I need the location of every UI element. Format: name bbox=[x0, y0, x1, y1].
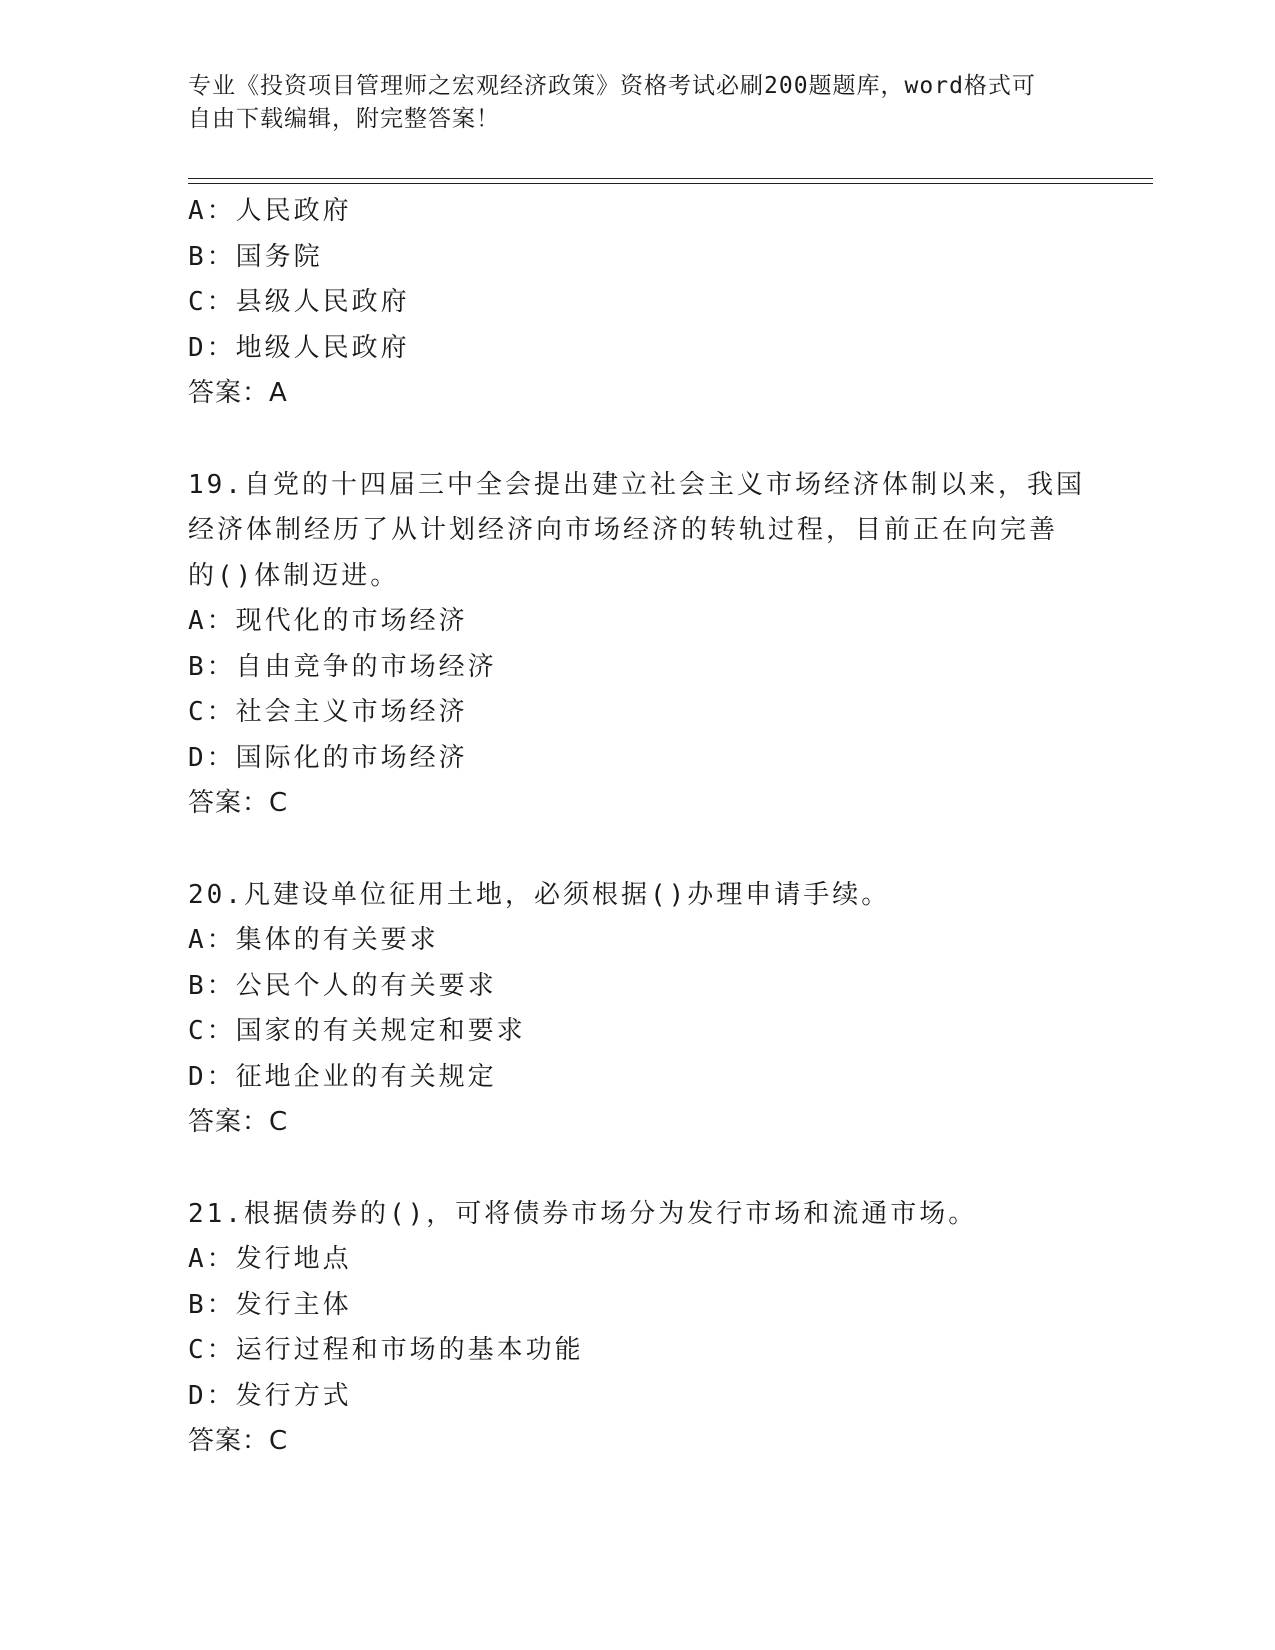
spacer bbox=[188, 1146, 1078, 1192]
header-divider-top bbox=[188, 178, 1153, 179]
question-18-continued bbox=[188, 189, 1078, 417]
option-b: B：自由竞争的市场经济 bbox=[188, 651, 497, 682]
question-list bbox=[188, 189, 1085, 1465]
option-d: D：发行方式 bbox=[188, 1380, 352, 1411]
header-divider-bottom bbox=[188, 183, 1153, 184]
option-d: D：地级人民政府 bbox=[188, 332, 410, 363]
answer: 答案：C bbox=[188, 1107, 289, 1137]
option-c: C：运行过程和市场的基本功能 bbox=[188, 1335, 584, 1365]
question-stem-line: 经济体制经历了从计划经济向市场经济的转轨过程，目前正在向完善 bbox=[188, 515, 1059, 545]
option-b: B：发行主体 bbox=[188, 1289, 352, 1320]
option-b: B：国务院 bbox=[188, 241, 323, 272]
option-d: D：国际化的市场经济 bbox=[188, 742, 468, 773]
option-c: C：社会主义市场经济 bbox=[188, 697, 468, 727]
question-stem-line: 19.自党的十四届三中全会提出建立社会主义市场经济体制以来，我国 bbox=[188, 469, 1085, 500]
option-d: D：征地企业的有关规定 bbox=[188, 1061, 497, 1092]
question-stem-line: 的()体制迈进。 bbox=[188, 560, 400, 591]
spacer bbox=[188, 417, 1078, 463]
answer: 答案：A bbox=[188, 378, 288, 408]
question-20 bbox=[188, 873, 1078, 1146]
header-line-2: 自由下载编辑，附完整答案！ bbox=[188, 106, 500, 132]
header-line-1: 专业《投资项目管理师之宏观经济政策》资格考试必刷200题题库，word格式可 bbox=[188, 73, 1036, 99]
option-b: B：公民个人的有关要求 bbox=[188, 970, 497, 1001]
spacer bbox=[188, 827, 1078, 873]
option-a: A：发行地点 bbox=[188, 1244, 352, 1274]
question-stem-line: 21.根据债券的()，可将债券市场分为发行市场和流通市场。 bbox=[188, 1198, 978, 1229]
option-a: A：集体的有关要求 bbox=[188, 925, 439, 955]
document-header bbox=[188, 70, 1078, 136]
question-21 bbox=[188, 1192, 1078, 1465]
answer: 答案：C bbox=[188, 788, 289, 818]
answer: 答案：C bbox=[188, 1426, 289, 1456]
question-19 bbox=[188, 463, 1085, 827]
question-stem-line: 20.凡建设单位征用土地，必须根据()办理申请手续。 bbox=[188, 879, 891, 910]
option-c: C：县级人民政府 bbox=[188, 287, 410, 317]
option-c: C：国家的有关规定和要求 bbox=[188, 1016, 526, 1046]
option-a: A：现代化的市场经济 bbox=[188, 606, 468, 636]
option-a: A：人民政府 bbox=[188, 196, 352, 226]
